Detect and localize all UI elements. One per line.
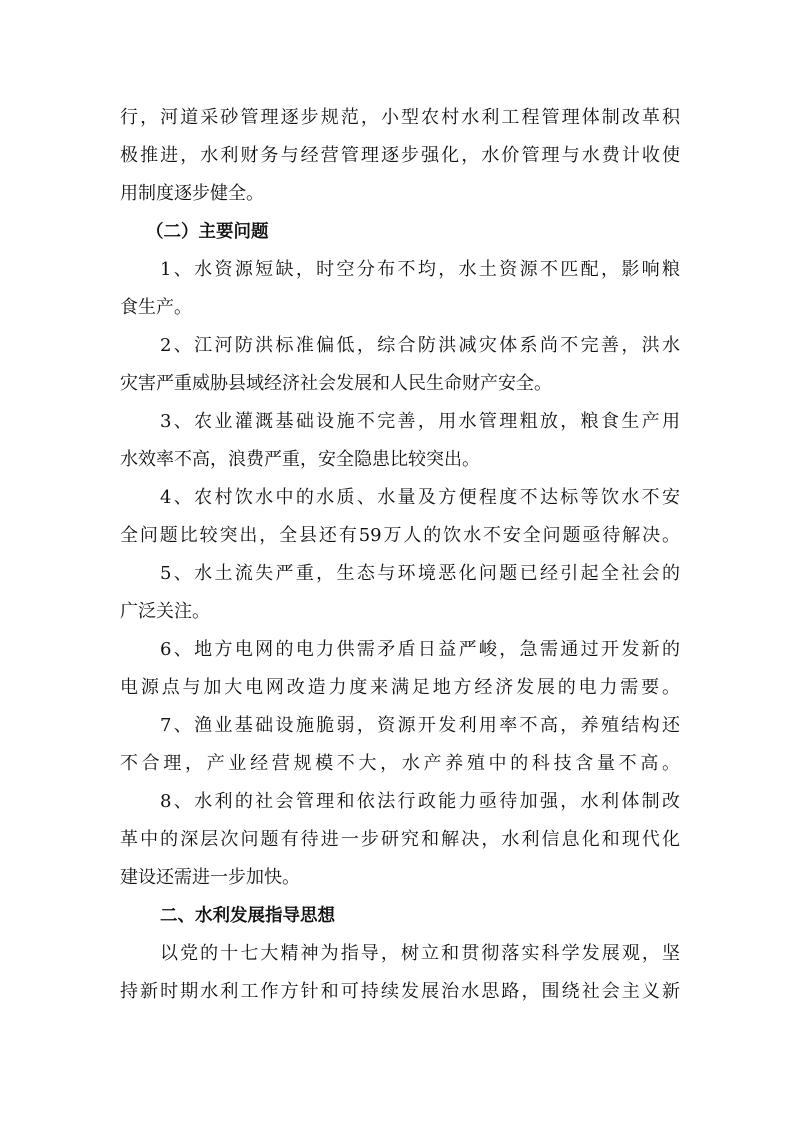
body-line: 以党的十七大精神为指导，树立和贯彻落实科学发展观，坚 bbox=[160, 943, 680, 964]
list-item-line: 革中的深层次问题有待进一步研究和解决，水利信息化和现代化 bbox=[120, 829, 680, 850]
list-item-line: 5、水土流失严重，生态与环境恶化问题已经引起全社会的 bbox=[160, 563, 680, 584]
list-item-line: 水效率不高，浪费严重，安全隐患比较突出。 bbox=[120, 449, 480, 470]
document-body bbox=[120, 99, 680, 1011]
list-item-line: 1、水资源短缺，时空分布不均，水土资源不匹配，影响粮 bbox=[160, 259, 680, 280]
list-item-line: 4、农村饮水中的水质、水量及方便程度不达标等饮水不安 bbox=[160, 487, 680, 508]
body-line: 用制度逐步健全。 bbox=[120, 183, 264, 204]
body-line: 行，河道采砂管理逐步规范，小型农村水利工程管理体制改革积 bbox=[120, 107, 680, 128]
list-item-line: 广泛关注。 bbox=[120, 601, 210, 622]
list-item-line: 7、渔业基础设施脆弱，资源开发利用率不高，养殖结构还 bbox=[160, 715, 680, 736]
list-item-line: 灾害严重威胁县域经济社会发展和人民生命财产安全。 bbox=[120, 373, 552, 394]
list-item-line: 电源点与加大电网改造力度来满足地方经济发展的电力需要。 bbox=[120, 677, 680, 698]
list-item-line: 2、江河防洪标准偏低，综合防洪减灾体系尚不完善，洪水 bbox=[160, 335, 680, 356]
list-item-line: 建设还需进一步加快。 bbox=[120, 867, 300, 888]
list-item-line: 6、地方电网的电力供需矛盾日益严峻，急需通过开发新的 bbox=[160, 639, 680, 660]
list-item-line: 3、农业灌溉基础设施不完善，用水管理粗放，粮食生产用 bbox=[160, 411, 680, 432]
list-item-line: 全问题比较突出，全县还有59万人的饮水不安全问题亟待解决。 bbox=[120, 525, 680, 546]
section-heading: 二、水利发展指导思想 bbox=[160, 906, 335, 926]
subsection-heading: （二）主要问题 bbox=[146, 222, 269, 242]
body-line: 持新时期水利工作方针和可持续发展治水思路，围绕社会主义新 bbox=[120, 981, 680, 1002]
list-item-line: 不合理，产业经营规模不大，水产养殖中的科技含量不高。 bbox=[120, 753, 680, 774]
list-item-line: 8、水利的社会管理和依法行政能力亟待加强，水利体制改 bbox=[160, 791, 680, 812]
list-item-line: 食生产。 bbox=[120, 297, 192, 318]
body-line: 极推进，水利财务与经营管理逐步强化，水价管理与水费计收使 bbox=[120, 145, 680, 166]
